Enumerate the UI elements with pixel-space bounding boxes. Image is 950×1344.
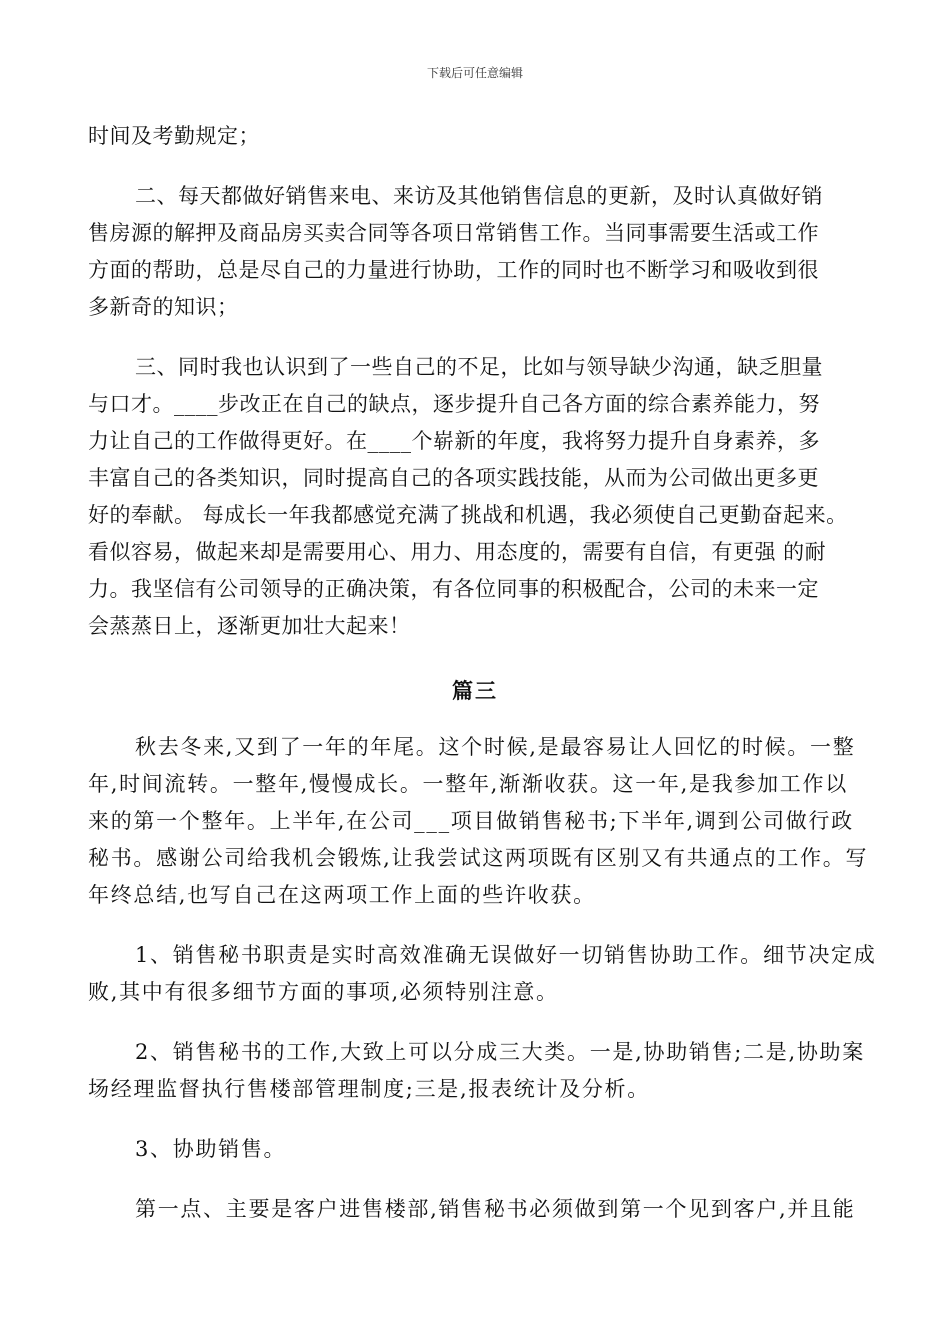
text-line: 好的奉献。 每成长一年我都感觉充满了挑战和机遇，我必须使自己更勤奋起来。 <box>88 503 848 527</box>
text-line: 1、销售秘书职责是实时高效准确无误做好一切销售协助工作。细节决定成 <box>135 943 877 967</box>
page-header: 下载后可任意编辑 <box>426 66 523 80</box>
text-line: 时间及考勤规定； <box>88 124 260 148</box>
text-line: 场经理监督执行售楼部管理制度;三是,报表统计及分析。 <box>88 1077 650 1101</box>
text-line: 年,时间流转。一整年,慢慢成长。一整年,渐渐收获。这一年,是我参加工作以 <box>88 772 848 796</box>
text-line: 与口才。____步改正在自己的缺点，逐步提升自己各方面的综合素养能力，努 <box>88 392 820 416</box>
text-line: 第一点、主要是客户进售楼部,销售秘书必须做到第一个见到客户,并且能 <box>135 1197 856 1221</box>
text-line: 方面的帮助，总是尽自己的力量进行协助，工作的同时也不断学习和吸收到很 <box>88 258 819 282</box>
text-line: 力让自己的工作做得更好。在____个崭新的年度，我将努力提升自身素养，多 <box>88 429 820 453</box>
text-line: 年终总结,也写自己在这两项工作上面的些许收获。 <box>88 883 596 907</box>
text-line: 来的第一个整年。上半年,在公司___项目做销售秘书;下半年,调到公司做行政 <box>88 809 854 833</box>
section-title: 篇三 <box>452 678 498 703</box>
text-line: 秋去冬来,又到了一年的年尾。这个时候,是最容易让人回忆的时候。一整 <box>135 735 856 759</box>
text-line: 看似容易，做起来却是需要用心、用力、用态度的，需要有自信，有更强 的耐 <box>88 540 827 564</box>
text-line: 力。我坚信有公司领导的正确决策，有各位同事的积极配合，公司的未来一定 <box>88 577 819 601</box>
text-line: 会蒸蒸日上，逐渐更加壮大起来！ <box>88 614 411 638</box>
text-line: 秘书。感谢公司给我机会锻炼,让我尝试这两项既有区别又有共通点的工作。写 <box>88 846 869 870</box>
text-line: 多新奇的知识； <box>88 295 239 319</box>
text-line: 二、每天都做好销售来电、来访及其他销售信息的更新，及时认真做好销 <box>135 184 823 208</box>
text-line: 售房源的解押及商品房买卖合同等各项日常销售工作。当同事需要生活或工作 <box>88 221 819 245</box>
text-line: 丰富自己的各类知识，同时提高自己的各项实践技能，从而为公司做出更多更 <box>88 466 819 490</box>
text-line: 败,其中有很多细节方面的事项,必须特别注意。 <box>88 980 559 1004</box>
text-line: 三、同时我也认识到了一些自己的不足，比如与领导缺少沟通，缺乏胆量 <box>135 355 823 379</box>
text-line: 3、协助销售。 <box>135 1137 287 1161</box>
text-line: 2、销售秘书的工作,大致上可以分成三大类。一是,协助销售;二是,协助案 <box>135 1040 865 1064</box>
